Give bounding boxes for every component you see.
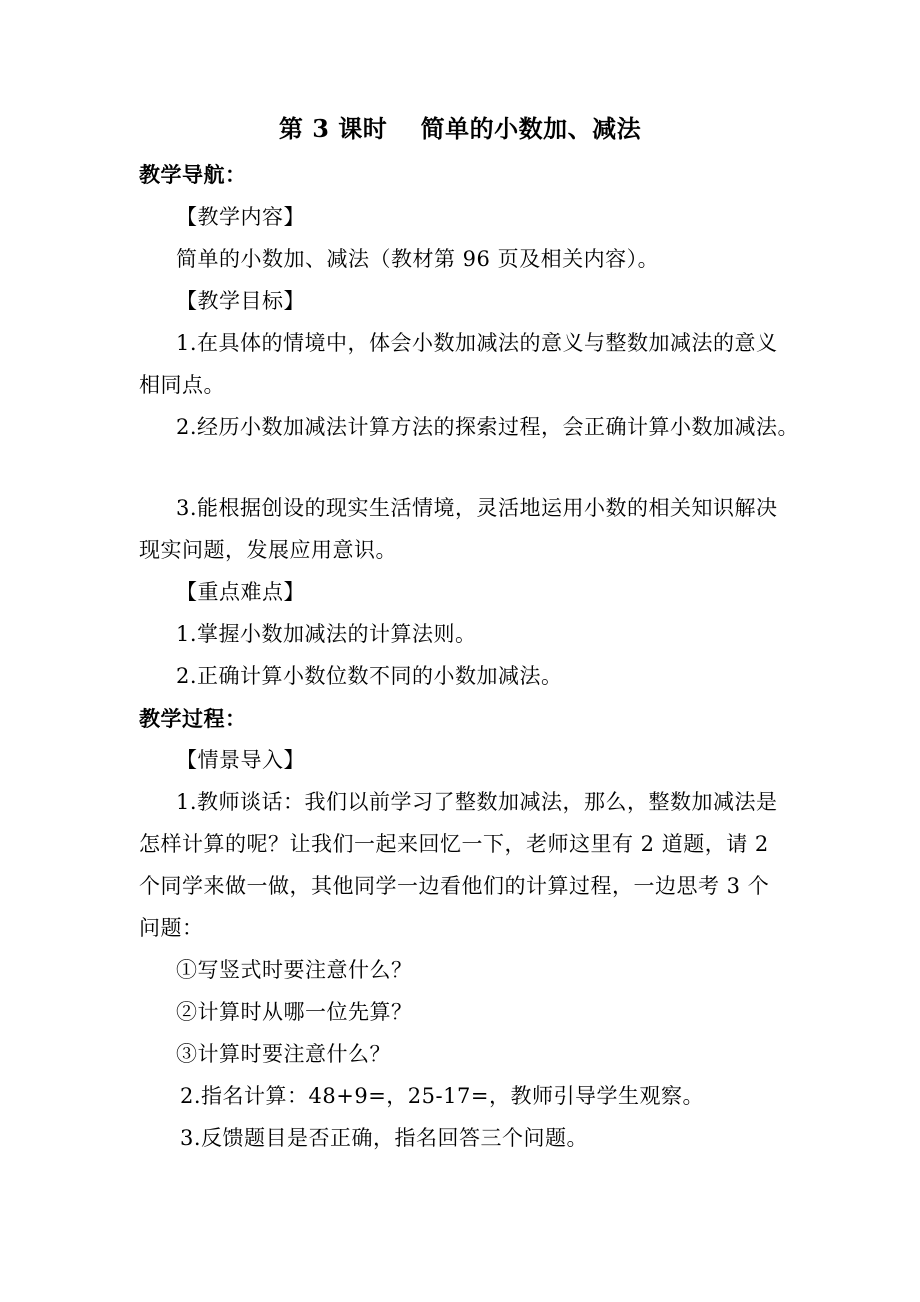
goal-1-line-1: 1.在具体的情境中，体会小数加减法的意义与整数加减法的意义 <box>176 331 778 355</box>
goal-3-line-2: 现实问题，发展应用意识。 <box>139 538 397 562</box>
key-points-heading: 【重点难点】 <box>176 580 305 604</box>
goal-1-line-2: 相同点。 <box>139 373 225 397</box>
content-heading: 【教学内容】 <box>176 205 305 229</box>
question-1: ①写竖式时要注意什么？ <box>176 958 413 982</box>
paragraph-1-line-2: 怎样计算的呢？让我们一起来回忆一下，老师这里有 2 道题，请 2 <box>139 832 769 856</box>
goals-heading: 【教学目标】 <box>176 289 305 313</box>
paragraph-1-line-3: 个同学来做一做，其他同学一边看他们的计算过程，一边思考 3 个 <box>139 874 770 898</box>
paragraph-1-line-1: 1.教师谈话：我们以前学习了整数加减法，那么，整数加减法是 <box>176 790 778 814</box>
teaching-nav-heading: 教学导航： <box>139 162 247 187</box>
goal-3-line-1: 3.能根据创设的现实生活情境，灵活地运用小数的相关知识解决 <box>176 496 778 520</box>
question-2: ②计算时从哪一位先算？ <box>176 1000 413 1024</box>
paragraph-1-line-4: 问题： <box>139 916 204 940</box>
goal-2: 2.经历小数加减法计算方法的探索过程，会正确计算小数加减法。 <box>176 415 800 439</box>
lesson-title: 第 3 课时 简单的小数加、减法 <box>278 114 642 143</box>
intro-heading: 【情景导入】 <box>176 748 305 772</box>
question-3: ③计算时要注意什么？ <box>176 1042 391 1066</box>
key-point-2: 2.正确计算小数位数不同的小数加减法。 <box>176 664 563 688</box>
key-point-1: 1.掌握小数加减法的计算法则。 <box>176 622 477 646</box>
paragraph-2: 2.指名计算：48+9=，25-17=，教师引导学生观察。 <box>180 1084 704 1108</box>
teaching-process-heading: 教学过程： <box>139 706 247 731</box>
paragraph-3: 3.反馈题目是否正确，指名回答三个问题。 <box>180 1126 589 1150</box>
content-text: 简单的小数加、减法（教材第 96 页及相关内容）。 <box>176 247 660 271</box>
